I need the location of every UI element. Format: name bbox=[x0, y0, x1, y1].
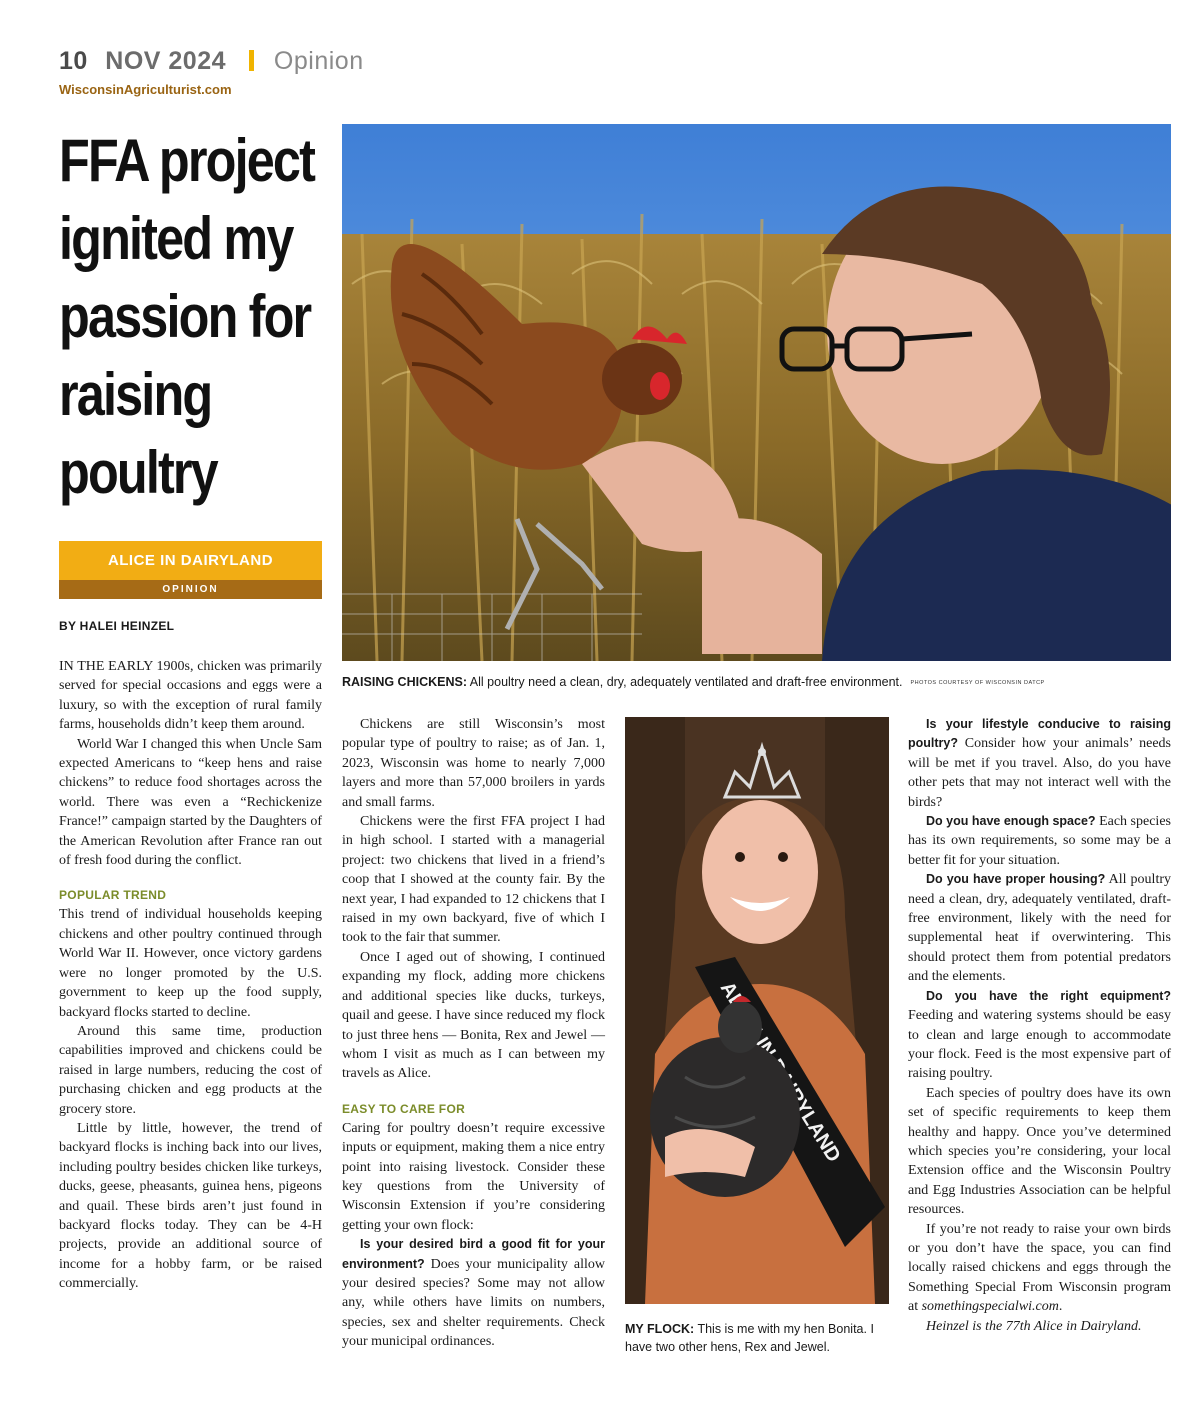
paragraph bbox=[908, 1220, 1171, 1317]
question-heading: Do you have enough space? bbox=[926, 814, 1096, 829]
paragraph-text: If you’re not ready to raise your own birds or you don’t have the space, you can find locally raised chickens and eggs through the Something Special From Wisconsin program at bbox=[908, 1221, 1171, 1315]
caption-text: This is me with my hen Bonita. I have two other hens, Rex and Jewel. bbox=[625, 1322, 874, 1354]
question-heading: Is your lifestyle conducive to raising poultry? bbox=[908, 717, 1171, 751]
column-label: OPINION bbox=[59, 580, 322, 599]
paragraph: Caring for poultry doesn’t require excessive inputs or equipment, making them a nice entry point into raising livestock. Consider these key questions from the University of Wisconsin Extension if you’re considering getting your own flock: bbox=[342, 1120, 605, 1233]
photo-caption-2 bbox=[625, 1320, 889, 1356]
photo-illustration-2 bbox=[625, 717, 889, 1304]
article-column-2 bbox=[342, 715, 605, 1352]
issue-date: NOV 2024 bbox=[105, 47, 227, 75]
photo-illustration bbox=[342, 124, 1171, 661]
author-tagline bbox=[908, 1317, 1171, 1336]
paragraph: Around this same time, production capabilities improved and chickens could be raised in large numbers, reducing the cost of purchasing chicken and egg products at the grocery store. bbox=[59, 1023, 322, 1117]
paragraph: Once I aged out of showing, I continued expanding my flock, adding more chickens and additional species like ducks, turkeys, quail and geese. I have since reduced my flock to just three hens — Bonita, Rex and Jewel — whom I visit as much as I can between my travels as Alice. bbox=[342, 949, 605, 1082]
question-paragraph bbox=[908, 987, 1171, 1084]
section-name: Opinion bbox=[273, 47, 364, 75]
caption-label: RAISING CHICKENS: bbox=[342, 675, 468, 689]
question-paragraph bbox=[908, 812, 1171, 870]
question-body: Each species has its own requirements, so some may be a better fit for your situation. bbox=[908, 814, 1171, 868]
question-body: All poultry need a clean, dry, adequately ventilated, draft-free environment, likely with the need for supplemental heat if overwintering. This should protect them from potential predators and the elements. bbox=[908, 872, 1172, 985]
paragraph: Each species of poultry does have its own set of specific requirements to keep them healthy and happy. Once you’ve determined which species you’re considering, your local Extension office and the Wisconsin Poultry and Egg Industries Association can be helpful resources. bbox=[908, 1085, 1171, 1218]
photo-credit: PHOTOS COURTESY OF WISCONSIN DATCP bbox=[910, 680, 1045, 686]
page-number: 10 bbox=[59, 47, 88, 75]
folio-divider bbox=[249, 50, 254, 71]
paragraph: Little by little, however, the trend of backyard flocks is inching back into our lives, including poultry besides chicken like turkeys, ducks, geese, pheasants, guinea hens, pigeons and quail. These birds aren’t just found in backyard flocks today. They can be 4-H projects, provide an additional source of income for a hobby farm, or be raised commercially. bbox=[59, 1120, 322, 1292]
question-body: Feeding and watering systems should be easy to clean and large enough to accommodate your flock. Feed is the most expensive part of raising poultry. bbox=[908, 1008, 1171, 1082]
headline: FFA project ignited my passion for raising poultry bbox=[59, 127, 315, 506]
tagline-text: Heinzel is the 77th Alice in Dairyland. bbox=[926, 1318, 1142, 1334]
question-paragraph bbox=[908, 715, 1171, 812]
folio bbox=[59, 46, 364, 76]
paragraph: Chickens are still Wisconsin’s most popular type of poultry to raise; as of Jan. 1, 2023, Wisconsin was home to nearly 7,000 layers and more than 57,000 broilers in yards and small farms. bbox=[342, 717, 605, 810]
question-paragraph bbox=[342, 1235, 605, 1351]
byline: BY HALEI HEINZEL bbox=[59, 619, 175, 633]
question-heading: Is your desired bird a good fit for your environment? bbox=[342, 1237, 605, 1271]
website-link[interactable]: WisconsinAgriculturist.com bbox=[59, 82, 232, 97]
question-paragraph bbox=[908, 870, 1171, 986]
paragraph: Chickens were the first FFA project I had in high school. I started with a managerial project: two chickens that lived in a friend’s coop that I showed at the county fair. By the next year, I had expanded to 12 chickens that I raised in my own backyard, five of which I took to the fair that summer. bbox=[342, 814, 605, 946]
question-body: Does your municipality allow your desired species? Some may not allow any, while others have limits on numbers, species, sex and shelter requirements. Check your municipal ordinances. bbox=[342, 1256, 605, 1350]
caption-label: MY FLOCK: bbox=[625, 1322, 695, 1336]
article-column-1 bbox=[59, 657, 322, 1294]
photo-caption-1 bbox=[342, 675, 1182, 689]
question-heading: Do you have the right equipment? bbox=[926, 988, 1171, 1003]
subhead: EASY TO CARE FOR bbox=[342, 1101, 466, 1116]
column-banner bbox=[59, 541, 322, 599]
program-link[interactable]: somethingspecialwi.com bbox=[921, 1299, 1059, 1315]
sash-text: IN DAIRYLAND bbox=[750, 1033, 845, 1167]
paragraph: World War I changed this when Uncle Sam expected Americans to “keep hens and raise chickens” to reduce food shortages across the world. There was even a “Rechickenize France!” campaign started by the Daughters of the American Revolution after France ran out of fresh food during the conflict. bbox=[59, 736, 322, 869]
question-heading: Do you have proper housing? bbox=[926, 872, 1106, 887]
column-title: ALICE IN DAIRYLAND bbox=[59, 541, 322, 580]
photo-alice-with-hen bbox=[625, 717, 889, 1304]
article-column-4 bbox=[908, 715, 1171, 1336]
caption-text: All poultry need a clean, dry, adequately ventilated and draft-free environment. bbox=[467, 675, 903, 689]
subhead: POPULAR TREND bbox=[59, 888, 167, 903]
photo-girl-with-rooster bbox=[342, 124, 1171, 661]
paragraph: IN THE EARLY 1900s, chicken was primarily served for special occasions and eggs were a luxury, so with the exception of rural family farms, households didn’t keep them around. bbox=[59, 659, 322, 733]
question-body: Consider how your animals’ needs will be met if you travel. Also, do you have other pets that may not interact well with the birds? bbox=[908, 736, 1171, 810]
paragraph: This trend of individual households keeping chickens and other poultry continued through World War II. However, once victory gardens were no longer promoted by the U.S. government to keep up the food supply, backyard flocks started to decline. bbox=[59, 907, 322, 1020]
paragraph-text: . bbox=[1058, 1299, 1063, 1315]
